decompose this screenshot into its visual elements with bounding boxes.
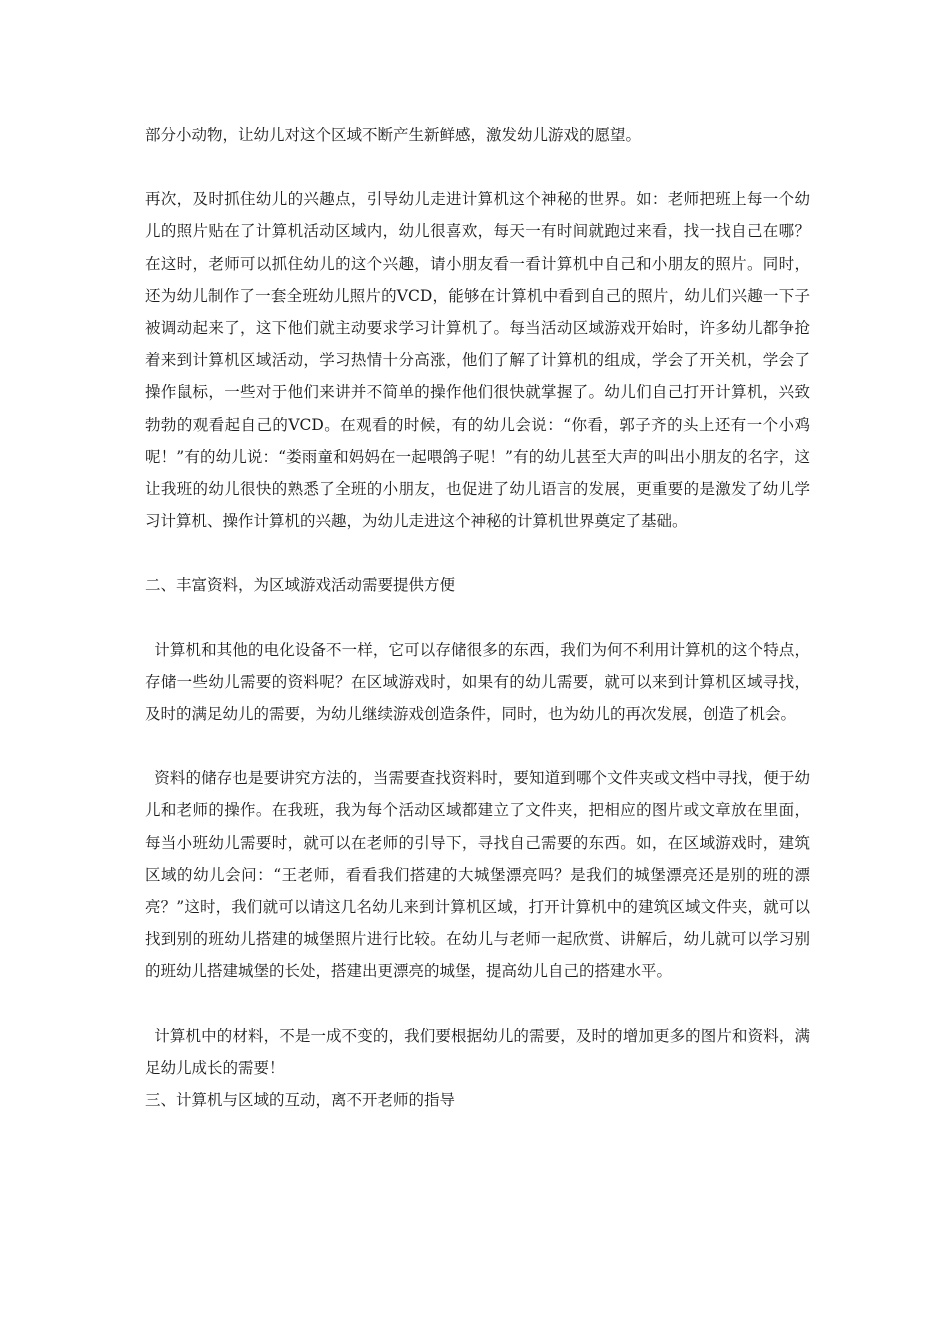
paragraph-gap xyxy=(145,151,810,183)
section-heading-two: 二、丰富资料，为区域游戏活动需要提供方便 xyxy=(145,576,456,595)
paragraph-gap xyxy=(145,988,810,1020)
paragraph-continuation: 部分小动物，让幼儿对这个区域不断产生新鲜感，激发幼儿游戏的愿望。 xyxy=(145,126,642,144)
paragraph-storage-method: 资料的储存也是要讲究方法的，当需要查找资料时，要知道到哪个文件夹或文档中寻找，便于幼儿和老师的操作。在我班，我为每个活动区域都建立了文件夹，把相应的图片或文章放在里面，每当小班幼儿需要时，就可以在老师的引导下，寻找自己需要的东西。如，在区域游戏时，建筑区域的幼儿会问：“王老师，看看我们搭建的大城堡漂亮吗？是我们的城堡漂亮还是别的班的漂亮？”这时，我们就可以请这几名幼儿来到计算机区域，打开计算机中的建筑区域文件夹，就可以找到别的班幼儿搭建的城堡照片进行比较。在幼儿与老师一起欣赏、讲解后，幼儿就可以学习别的班幼儿搭建城堡的长处，搭建出更漂亮的城堡，提高幼儿自己的搭建水平。 xyxy=(145,769,810,981)
paragraph-gap xyxy=(145,602,810,634)
paragraph-gap xyxy=(145,730,810,762)
document-body xyxy=(145,119,810,1116)
paragraph-interest-point: 再次，及时抓住幼儿的兴趣点，引导幼儿走进计算机这个神秘的世界。如：老师把班上每一个幼儿的照片贴在了计算机活动区域内，幼儿很喜欢，每天一有时间就跑过来看，找一找自己在哪？在这时，老师可以抓住幼儿的这个兴趣，请小朋友看一看计算机中自己和小朋友的照片。同时，还为幼儿制作了一套全班幼儿照片的VCD，能够在计算机中看到自己的照片，幼儿们兴趣一下子被调动起来了，这下他们就主动要求学习计算机了。每当活动区域游戏开始时，许多幼儿都争抢着来到计算机区域活动，学习热情十分高涨，他们了解了计算机的组成，学会了开关机，学会了操作鼠标，一些对于他们来讲并不简单的操作他们很快就掌握了。幼儿们自己打开计算机，兴致勃勃的观看起自己的VCD。在观看的时候，有的幼儿会说：“你看，郭子齐的头上还有一个小鸡呢！”有的幼儿说：“娄雨童和妈妈在一起喂鸽子呢！”有的幼儿甚至大声的叫出小朋友的名字，这让我班的幼儿很快的熟悉了全班的小朋友，也促进了幼儿语言的发展，更重要的是激发了幼儿学习计算机、操作计算机的兴趣，为幼儿走进这个神秘的计算机世界奠定了基础。 xyxy=(145,190,810,531)
paragraph-materials: 计算机中的材料，不是一成不变的，我们要根据幼儿的需要，及时的增加更多的图片和资料，满足幼儿成长的需要！ xyxy=(145,1026,810,1077)
paragraph-gap xyxy=(145,537,810,569)
section-heading-three: 三、计算机与区域的互动，离不开老师的指导 xyxy=(145,1091,456,1110)
paragraph-storage: 计算机和其他的电化设备不一样，它可以存储很多的东西，我们为何不利用计算机的这个特点，存储一些幼儿需要的资料呢？在区域游戏时，如果有的幼儿需要，就可以来到计算机区域寻找，及时的满足幼儿的需要，为幼儿继续游戏创造条件，同时，也为幼儿的再次发展，创造了机会。 xyxy=(145,640,810,724)
